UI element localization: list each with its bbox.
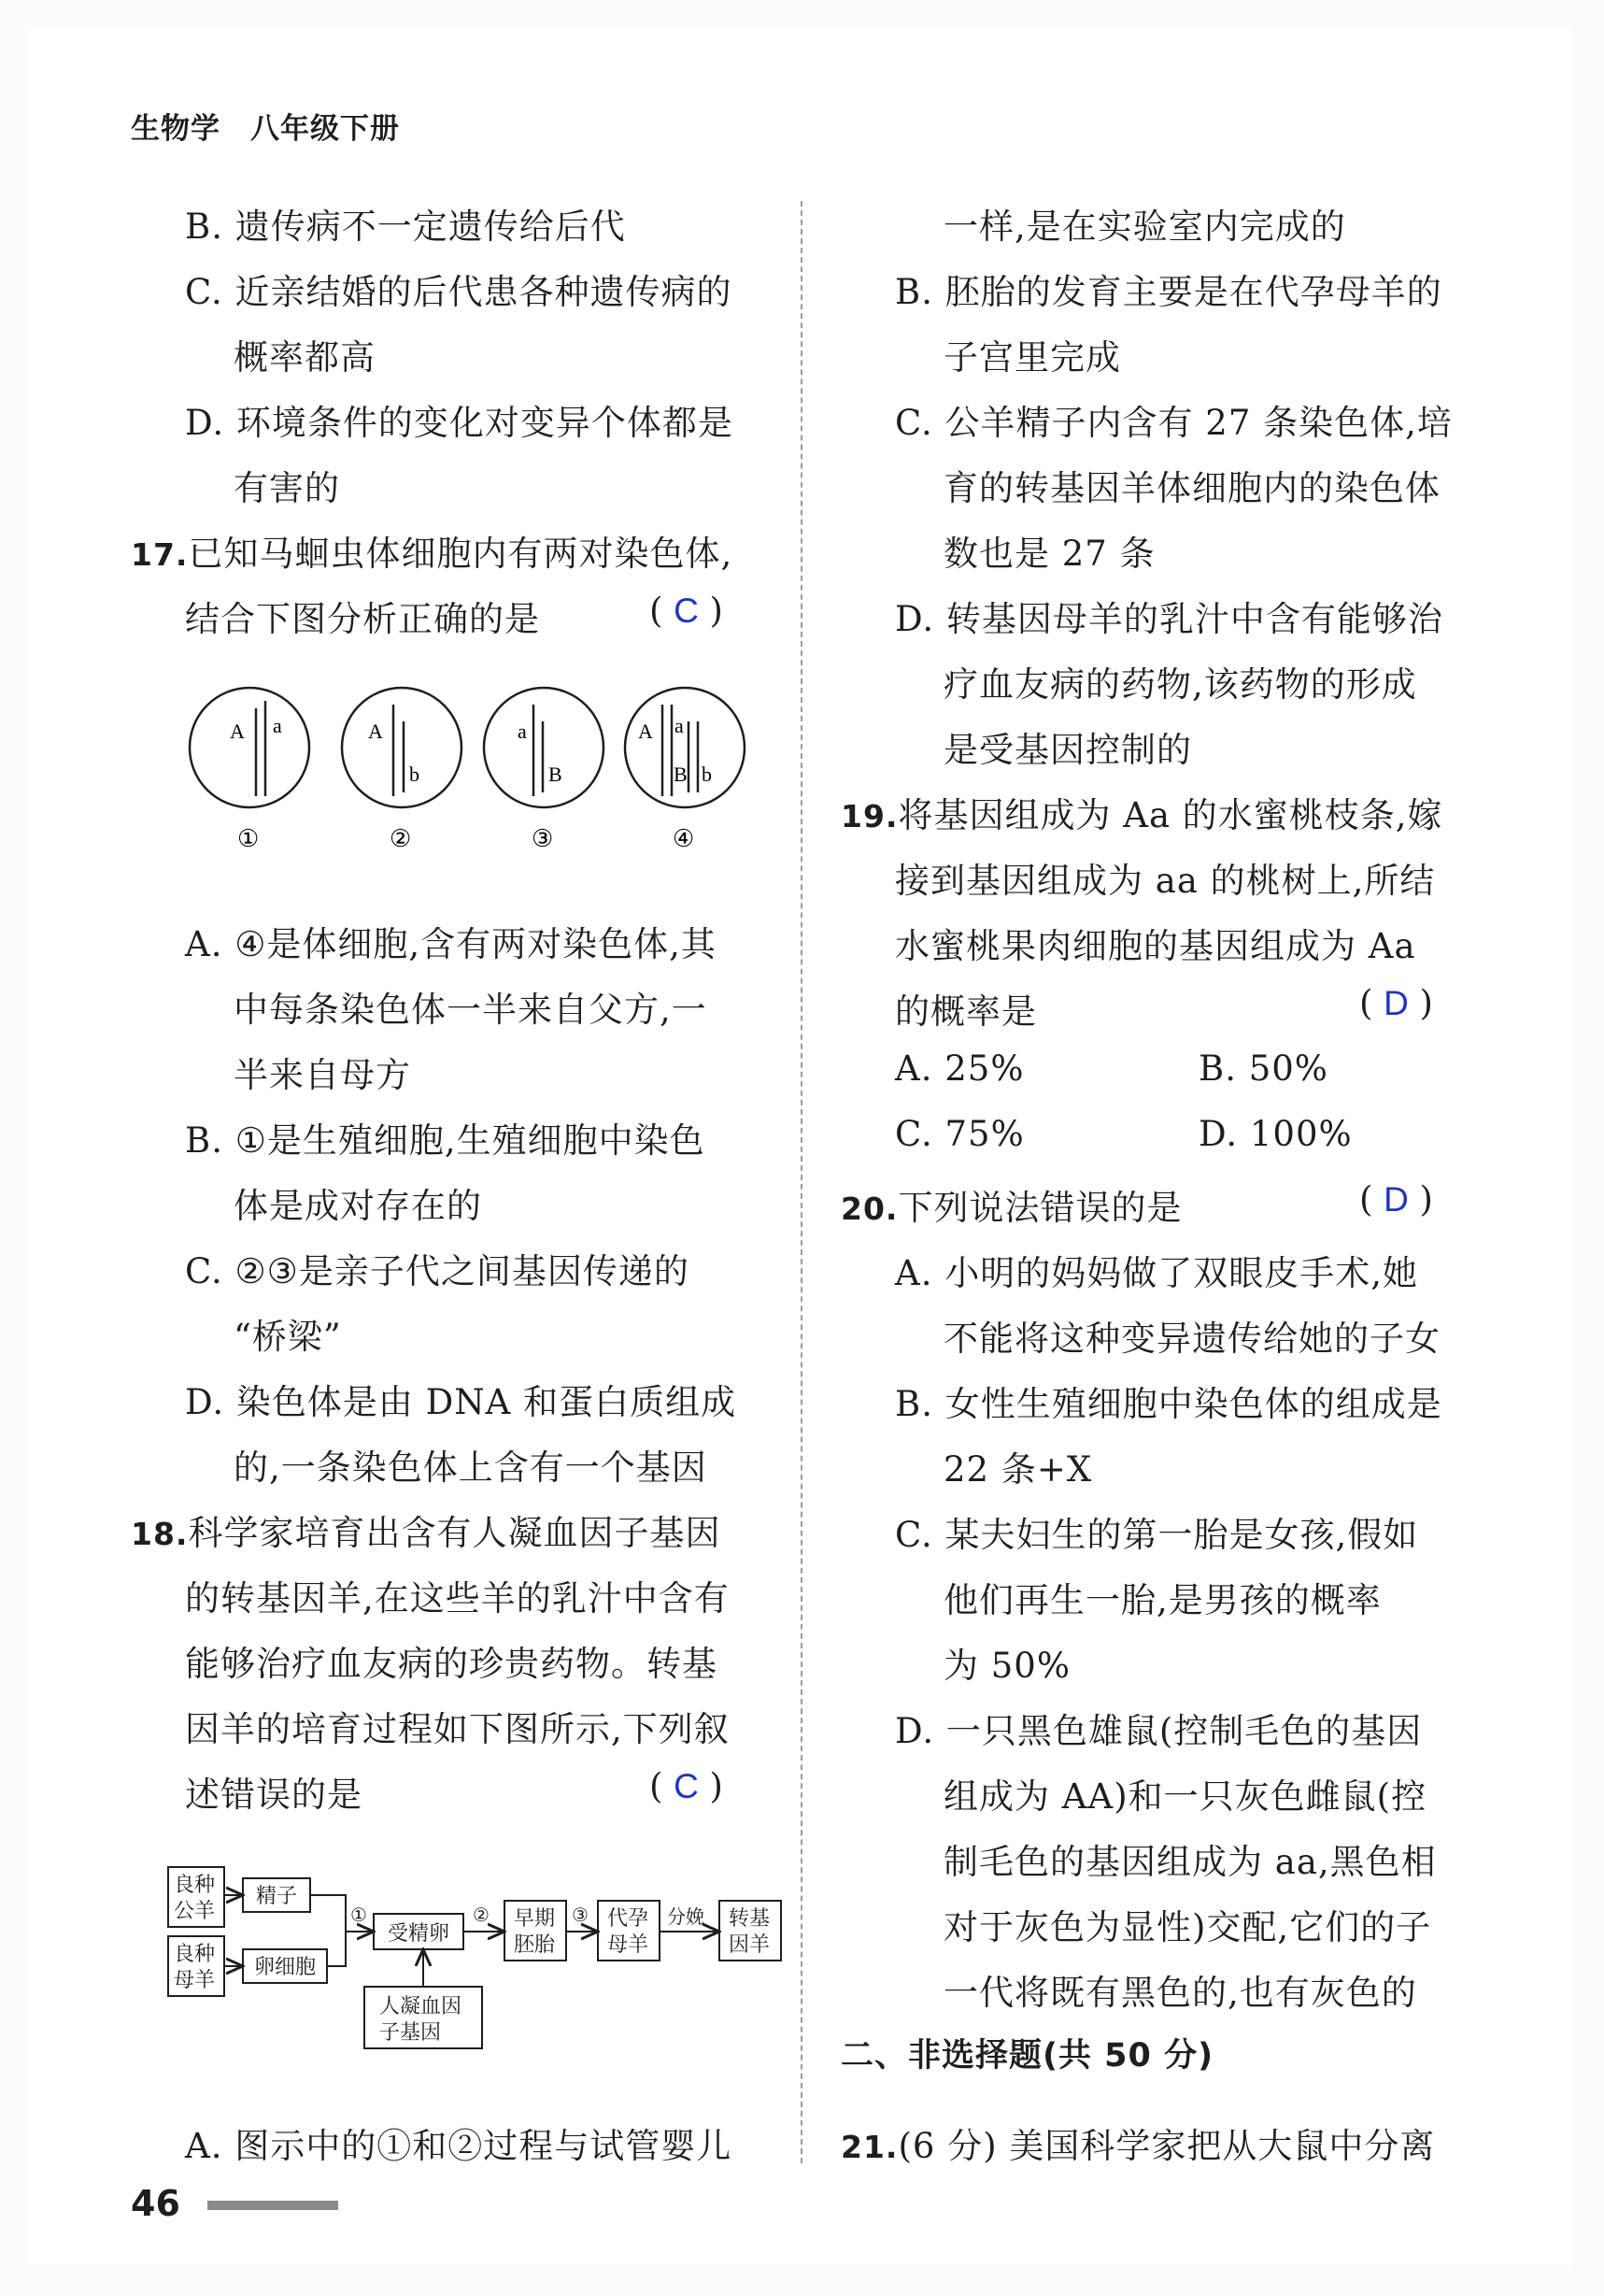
box-zygote: 受精卵 (388, 1921, 450, 1945)
cell-label-3: ③ (532, 825, 554, 852)
q18-option-d: D. 转基因母羊的乳汁中含有能够治 (895, 599, 1443, 639)
running-header: 生物学 八年级下册 (131, 112, 400, 146)
q19-number: 19. (841, 798, 899, 834)
q21-stem (841, 2118, 1435, 2168)
allele-A-4: A (638, 720, 653, 743)
box-result-2: 因羊 (729, 1932, 771, 1956)
allele-A-2: A (368, 720, 383, 743)
q17-number: 17. (131, 536, 189, 573)
q18-answer-bracket: ( C ) (649, 1766, 723, 1806)
chromosome-figure (187, 680, 747, 858)
step-2: ② (473, 1905, 490, 1926)
q17-option-a-cont2: 半来自母方 (234, 1055, 411, 1095)
q18-answer: C (674, 1767, 699, 1805)
step-3: ③ (572, 1905, 589, 1926)
box-gene-2: 子基因 (379, 2020, 442, 2044)
q19-option-b: B. 50% (1199, 1048, 1328, 1089)
q18-stem-line1 (131, 1505, 720, 1555)
q20-option-c: C. 某夫妇生的第一胎是女孩,假如 (895, 1515, 1419, 1555)
q18-stem-line4: 因羊的培育过程如下图所示,下列叙 (185, 1709, 730, 1749)
q18-stem-line3: 能够治疗血友病的珍贵药物。转基 (185, 1644, 717, 1684)
q21-number: 21. (841, 2129, 899, 2165)
cell-1 (190, 688, 309, 852)
q20-number: 20. (841, 1191, 899, 1227)
allele-a-1: a (273, 714, 282, 737)
q18-option-c-cont2: 数也是 27 条 (944, 534, 1156, 574)
q19-answer: D (1384, 984, 1409, 1022)
q18-option-b: B. 胚胎的发育主要是在代孕母羊的 (895, 272, 1442, 312)
q20-option-d: D. 一只黑色雄鼠(控制毛色的基因 (895, 1711, 1423, 1751)
section-heading: 二、非选择题(共 50 分) (841, 2037, 1214, 2075)
box-ram-2: 公羊 (174, 1899, 216, 1922)
q17-option-d: D. 染色体是由 DNA 和蛋白质组成 (185, 1382, 737, 1422)
q19-stem-line1 (841, 787, 1443, 837)
box-embryo-1: 早期 (514, 1906, 556, 1930)
q20-stem (841, 1179, 1182, 1230)
allele-A-1: A (230, 720, 245, 743)
q20-stem-text: 下列说法错误的是 (898, 1188, 1183, 1228)
q19-option-a: A. 25% (895, 1048, 1025, 1089)
step-1: ① (350, 1905, 367, 1926)
q16-option-c: C. 近亲结婚的后代患各种遗传病的 (185, 272, 732, 312)
allele-b-2: b (409, 763, 419, 786)
q20-option-d-cont3: 对于灰色为显性)交配,它们的子 (944, 1907, 1432, 1947)
q20-answer-bracket: ( D ) (1359, 1179, 1433, 1219)
column-divider (801, 201, 802, 2163)
page-number-bar (207, 2201, 338, 2210)
q17-answer-bracket: ( C ) (649, 591, 723, 631)
box-surrogate-2: 母羊 (607, 1932, 649, 1956)
q17-answer: C (674, 592, 699, 630)
box-egg: 卵细胞 (254, 1955, 317, 1978)
q20-option-c-cont1: 他们再生一胎,是男孩的概率 (944, 1580, 1382, 1620)
q18-option-b-cont: 子宫里完成 (944, 337, 1121, 378)
q17-option-a-cont1: 中每条染色体一半来自父方,一 (234, 990, 707, 1030)
box-gene-1: 人凝血因 (379, 1994, 462, 2018)
q17-stem-text: 已知马蛔虫体细胞内有两对染色体, (188, 534, 733, 574)
q18-stem-line5: 述错误的是 (185, 1775, 362, 1815)
box-result-1: 转基 (729, 1906, 771, 1930)
cell-4 (625, 688, 745, 852)
q18-number: 18. (131, 1516, 189, 1552)
q17-option-b: B. ①是生殖细胞,生殖细胞中染色 (185, 1120, 705, 1161)
q21-text: (6 分) 美国科学家把从大鼠中分离 (898, 2126, 1436, 2166)
q19-stem-line4: 的概率是 (895, 991, 1037, 1032)
q20-answer: D (1384, 1180, 1409, 1219)
cell-label-1: ① (237, 825, 260, 852)
q16-option-d-cont: 有害的 (234, 468, 340, 508)
q18-stem-line2: 的转基因羊,在这些羊的乳汁中含有 (185, 1578, 730, 1619)
box-surrogate-1: 代孕 (607, 1906, 649, 1930)
q19-stem-line2: 接到基因组成为 aa 的桃树上,所结 (895, 861, 1436, 901)
q18-option-a: A. 图示中的①和②过程与试管婴儿 (185, 2126, 732, 2166)
q19-option-d: D. 100% (1199, 1114, 1353, 1154)
q20-option-a-cont: 不能将这种变异遗传给她的子女 (944, 1319, 1441, 1359)
q17-option-c-cont: “桥梁” (234, 1317, 342, 1357)
q17-option-c: C. ②③是亲子代之间基因传递的 (185, 1251, 689, 1291)
cell-label-4: ④ (673, 825, 695, 852)
transgenic-flow-diagram (159, 1860, 794, 2065)
q18-option-d-cont1: 疗血友病的药物,该药物的形成 (944, 664, 1417, 705)
q19-stem-text: 将基因组成为 Aa 的水蜜桃枝条,嫁 (898, 795, 1443, 835)
q20-option-a: A. 小明的妈妈做了双眼皮手术,她 (895, 1253, 1419, 1293)
q19-option-c: C. 75% (895, 1114, 1025, 1154)
page-number: 46 (131, 2183, 180, 2224)
q17-option-a: A. ④是体细胞,含有两对染色体,其 (185, 924, 717, 964)
box-embryo-2: 胚胎 (514, 1932, 556, 1956)
q17-option-b-cont: 体是成对存在的 (234, 1186, 482, 1226)
allele-B-4: B (674, 763, 688, 786)
q16-option-d: D. 环境条件的变化对变异个体都是 (185, 403, 733, 443)
box-ewe-1: 良种 (174, 1942, 216, 1965)
q16-option-b: B. 遗传病不一定遗传给后代 (185, 207, 626, 247)
q20-option-b: B. 女性生殖细胞中染色体的组成是 (895, 1384, 1442, 1424)
allele-a-3: a (518, 720, 527, 743)
q20-option-d-cont1: 组成为 AA)和一只灰色雌鼠(控 (944, 1776, 1427, 1817)
cell-3 (484, 688, 603, 852)
q18-option-c-cont1: 育的转基因羊体细胞内的染色体 (944, 468, 1441, 508)
q17-stem-line1 (131, 525, 732, 576)
q18-option-a-cont: 一样,是在实验室内完成的 (944, 207, 1346, 247)
q17-stem-line2: 结合下图分析正确的是 (185, 599, 540, 639)
allele-a-4: a (674, 714, 684, 737)
allele-B-3: B (548, 763, 562, 786)
q17-option-d-cont: 的,一条染色体上含有一个基因 (234, 1447, 707, 1488)
q16-option-c-cont: 概率都高 (234, 337, 376, 378)
q19-answer-bracket: ( D ) (1359, 983, 1433, 1023)
step-birth: 分娩 (667, 1907, 704, 1928)
q20-option-d-cont4: 一代将既有黑色的,也有灰色的 (944, 1973, 1417, 2013)
q20-option-c-cont2: 为 50% (944, 1646, 1071, 1686)
cell-label-2: ② (390, 825, 412, 852)
box-sperm: 精子 (256, 1884, 298, 1907)
q18-stem-text: 科学家培育出含有人凝血因子基因 (188, 1513, 721, 1553)
q20-option-b-cont: 22 条+X (944, 1449, 1093, 1490)
box-ram-1: 良种 (174, 1873, 216, 1896)
q18-option-d-cont2: 是受基因控制的 (944, 730, 1192, 770)
q18-option-c: C. 公羊精子内含有 27 条染色体,培 (895, 403, 1453, 443)
q20-option-d-cont2: 制毛色的基因组成为 aa,黑色相 (944, 1842, 1437, 1882)
cell-2 (342, 688, 461, 852)
allele-b-4: b (702, 763, 712, 786)
q19-stem-line3: 水蜜桃果肉细胞的基因组成为 Aa (895, 926, 1416, 966)
box-ewe-2: 母羊 (174, 1968, 216, 1991)
